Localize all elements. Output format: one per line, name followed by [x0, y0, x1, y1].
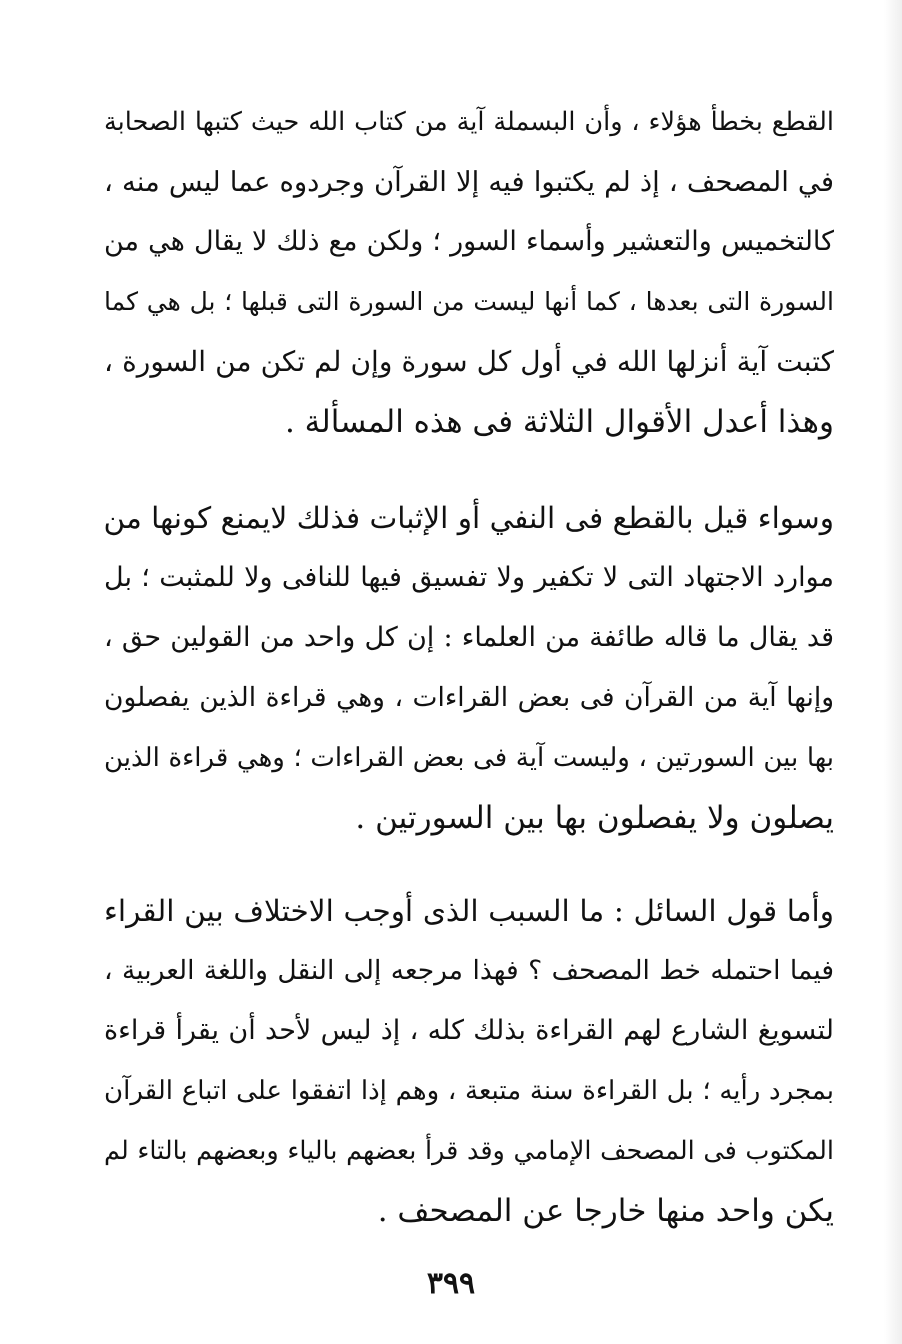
paragraph-3 [104, 881, 834, 1241]
text-line: القطع بخطأ هؤلاء ، وأن البسملة آية من كتاب الله حيث كتبها الصحابة [104, 107, 834, 137]
text-line: وإنها آية من القرآن فى بعض القراءات ، وهي قراءة الذين يفصلون [104, 682, 834, 713]
text-line: يصلون ولا يفصلون بها بين السورتين . [355, 800, 834, 836]
text-line: بها بين السورتين ، وليست آية فى بعض القراءات ؛ وهي قراءة الذين [104, 743, 834, 773]
paragraph-1 [104, 92, 834, 452]
text-line: كالتخميس والتعشير وأسماء السور ؛ ولكن مع ذلك لا يقال هي من [104, 226, 834, 257]
page-number: ٣٩٩ [426, 1266, 476, 1301]
text-line: لتسويغ الشارع لهم القراءة بذلك كله ، إذ ليس لأحد أن يقرأ قراءة [104, 1015, 834, 1046]
text-line: موارد الاجتهاد التى لا تكفير ولا تفسيق فيها للنافى ولا للمثبت ؛ بل [104, 562, 834, 593]
text-line: وسواء قيل بالقطع فى النفي أو الإثبات فذلك لايمنع كونها من [104, 501, 834, 535]
paragraph-2 [104, 488, 834, 848]
text-line: فيما احتمله خط المصحف ؟ فهذا مرجعه إلى النقل واللغة العربية ، [104, 955, 834, 986]
text-line: كتبت آية أنزلها الله في أول كل سورة وإن لم تكن من السورة ، [104, 345, 834, 378]
text-line: السورة التى بعدها ، كما أنها ليست من السورة التى قبلها ؛ بل هي كما [104, 287, 834, 316]
text-line: وهذا أعدل الأقوال الثلاثة فى هذه المسألة . [284, 404, 834, 440]
text-line: وأما قول السائل : ما السبب الذى أوجب الاختلاف بين القراء [104, 894, 834, 928]
page-edge-shadow [884, 0, 902, 1344]
text-line: بمجرد رأيه ؛ بل القراءة سنة متبعة ، وهم إذا اتفقوا على اتباع القرآن [104, 1076, 834, 1106]
text-line: يكن واحد منها خارجا عن المصحف . [377, 1193, 834, 1229]
text-line: قد يقال ما قاله طائفة من العلماء : إن كل واحد من القولين حق ، [104, 622, 834, 653]
text-line: المكتوب فى المصحف الإمامي وقد قرأ بعضهم بالياء وبعضهم بالتاء لم [104, 1136, 834, 1166]
text-line: في المصحف ، إذ لم يكتبوا فيه إلا القرآن وجردوه عما ليس منه ، [104, 166, 834, 198]
